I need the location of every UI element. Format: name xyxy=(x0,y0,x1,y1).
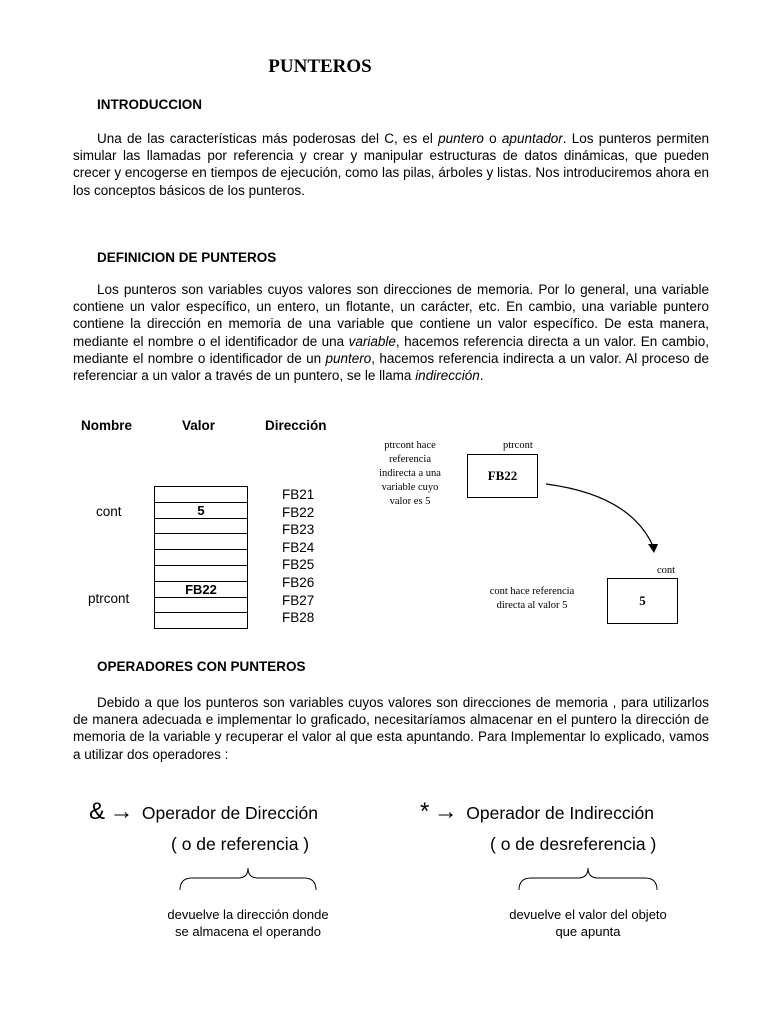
memory-cell xyxy=(155,565,248,581)
variable-name-cont: cont xyxy=(96,504,122,519)
address-item: FB27 xyxy=(282,592,315,608)
memory-cell xyxy=(155,613,248,629)
memory-cell xyxy=(155,487,248,503)
section-heading-introduction: INTRODUCCION xyxy=(97,97,202,112)
column-header-value: Valor xyxy=(182,418,216,433)
memory-cell: FB22 xyxy=(155,581,248,597)
address-item: FB24 xyxy=(282,539,315,555)
memory-cell: 5 xyxy=(155,502,248,518)
arrow-right-icon: → xyxy=(109,798,134,825)
memory-cell xyxy=(155,597,248,613)
column-header-address: Dirección xyxy=(265,418,327,433)
pointer-box: FB22 xyxy=(467,454,538,498)
page-title: PUNTEROS xyxy=(268,56,372,77)
variable-box: 5 xyxy=(607,578,678,624)
address-list xyxy=(282,486,314,627)
indirection-arrow xyxy=(530,460,670,560)
variable-box-label: cont xyxy=(657,565,676,576)
operators-paragraph: Debido a que los punteros son variables cuyos valores son direcciones de memoria , para utilizarlos de manera adecuada e implementar lo graficado, necesitaríamos almacenar en el puntero la dirección de memoria de la variable y recuperar el valor al que esta apuntando. Para Implementar lo explicado, vamos a utilizar dos operadores : xyxy=(73,695,709,762)
pointer-box-label: ptrcont xyxy=(503,440,533,451)
column-header-name: Nombre xyxy=(81,418,133,433)
indirection-operator xyxy=(420,798,654,826)
asterisk-symbol: * xyxy=(420,798,430,825)
address-operator-alt: ( o de referencia ) xyxy=(171,834,310,854)
address-operator xyxy=(89,798,318,826)
pointer-note: ptrcont hace referencia indirecta a una variable cuyo valor es 5 xyxy=(379,440,441,507)
arrow-right-icon: → xyxy=(433,798,458,825)
section-heading-operators: OPERADORES CON PUNTEROS xyxy=(97,659,306,674)
brace-icon xyxy=(178,866,318,892)
indirection-operator-name: Operador de Indirección xyxy=(466,803,654,823)
intro-paragraph: Una de las características más poderosas del C, es el puntero o apuntador. Los punteros permiten simular las llamadas por referencia y crear y manipular estructuras de datos dinámicas, que pueden crecer y encogerse en tiempos de ejecución, como las pilas, árboles y listas. Nos introduciremos ahora en los conceptos básicos de los punteros. xyxy=(73,131,709,198)
address-item: FB26 xyxy=(282,574,315,590)
variable-name-ptrcont: ptrcont xyxy=(88,591,130,606)
memory-cell xyxy=(155,550,248,566)
memory-cells-table xyxy=(154,486,248,629)
section-heading-definition: DEFINICION DE PUNTEROS xyxy=(97,250,277,265)
address-item: FB21 xyxy=(282,487,315,502)
variable-note: cont hace referencia directa al valor 5 xyxy=(489,586,575,611)
memory-cell xyxy=(155,534,248,550)
address-item: FB25 xyxy=(282,557,315,573)
memory-cell xyxy=(155,518,248,534)
brace-icon xyxy=(517,866,659,892)
address-item: FB23 xyxy=(282,522,315,538)
address-item: FB28 xyxy=(282,610,315,626)
indirection-operator-alt: ( o de desreferencia ) xyxy=(490,834,657,854)
indirection-operator-note: devuelve el valor del objeto que apunta xyxy=(509,907,667,939)
address-operator-name: Operador de Dirección xyxy=(141,803,318,823)
address-item: FB22 xyxy=(282,504,315,520)
address-operator-note: devuelve la dirección donde se almacena el operando xyxy=(167,907,329,939)
ampersand-symbol: & xyxy=(89,798,106,825)
definition-paragraph: Los punteros son variables cuyos valores son direcciones de memoria. Por lo general, una variable contiene un valor específico, un entero, un flotante, un carácter, etc. En cambio, una variable puntero contiene la dirección en memoria de una variable que contiene un valor específico. De esta manera, mediante el nombre o el identificador de una variable, hacemos referencia directa a un valor. En cambio, mediante el nombre o identificador de un puntero, hacemos referencia indirecta a un valor. Al proceso de referenciar a un valor a través de un puntero, se le llama indirección. xyxy=(73,282,709,384)
